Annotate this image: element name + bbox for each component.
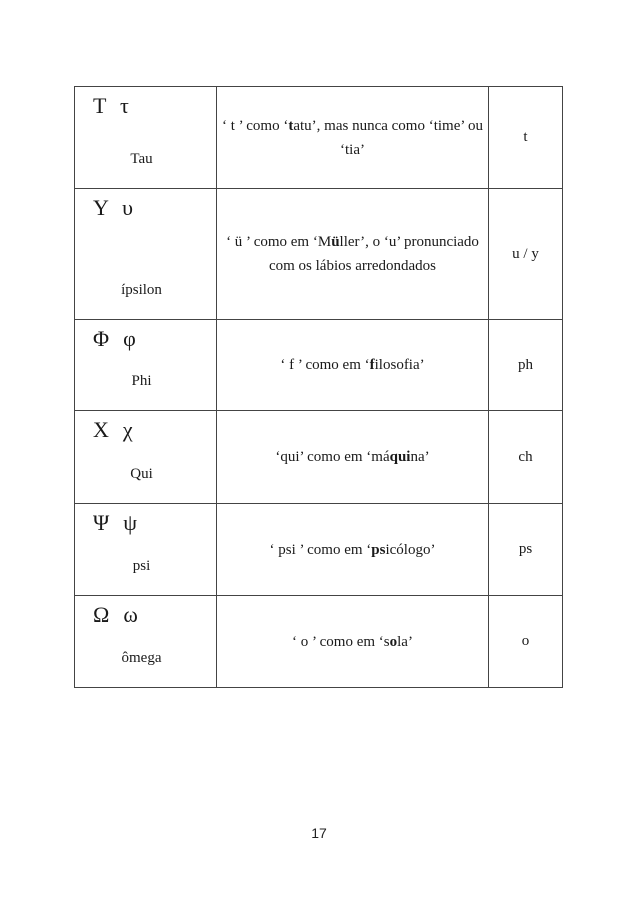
pronunciation-text: ‘ t ’ como ‘ [221, 117, 289, 134]
pronunciation-highlight: ps [371, 541, 386, 558]
pronunciation-highlight: qui [389, 449, 411, 465]
table-row [75, 320, 563, 411]
pronunciation-highlight: t [288, 117, 294, 134]
letter-name: Phi [131, 373, 152, 389]
table-row [75, 504, 563, 596]
pronunciation-text: ilosofia’ [374, 357, 425, 373]
transliteration-cell: t [489, 87, 563, 189]
transliteration-cell: u / y [489, 189, 563, 320]
pronunciation-text: ‘qui’ como em ‘má [275, 449, 390, 465]
pronunciation-text: ller’, o ‘u’ pronunciado com os lábios arredondados [268, 234, 479, 274]
pronunciation-cell [217, 596, 489, 688]
greek-glyphs: Ω ω [93, 602, 139, 627]
letter-name: Tau [130, 151, 153, 167]
greek-glyphs: Τ τ [93, 93, 130, 118]
pronunciation-highlight: o [389, 633, 398, 650]
greek-glyphs: Χ χ [93, 417, 134, 442]
greek-glyphs: Φ φ [93, 326, 137, 351]
letter-cell [75, 596, 217, 688]
table-row [75, 596, 563, 688]
greek-glyphs: Ψ ψ [93, 510, 139, 535]
pronunciation-text: ‘ ü ’ como em ‘M [226, 234, 332, 250]
pronunciation-text: ‘ f ’ como em ‘ [280, 357, 370, 373]
transliteration-cell: ph [489, 320, 563, 411]
letter-cell [75, 504, 217, 596]
table-row [75, 189, 563, 320]
pronunciation-text: atu’, mas nunca como ‘time’ ou ‘tia’ [293, 117, 484, 158]
greek-glyphs: Υ υ [93, 195, 134, 220]
pronunciation-cell [217, 411, 489, 504]
pronunciation-text: ‘ psi ’ como em ‘ [269, 541, 372, 558]
transliteration-cell: ps [489, 504, 563, 596]
transliteration-cell: o [489, 596, 563, 688]
pronunciation-highlight: f [369, 357, 375, 373]
pronunciation-cell [217, 320, 489, 411]
transliteration-cell: ch [489, 411, 563, 504]
pronunciation-text: la’ [397, 633, 413, 650]
page-number: 17 [311, 825, 327, 841]
table-row [75, 87, 563, 189]
letter-name: psi [132, 558, 151, 574]
pronunciation-cell [217, 189, 489, 320]
pronunciation-text: ‘ o ’ como em ‘s [292, 633, 390, 650]
letter-cell [75, 189, 217, 320]
letter-name: Qui [130, 466, 153, 482]
letter-cell [75, 320, 217, 411]
letter-cell [75, 87, 217, 189]
pronunciation-cell [217, 87, 489, 189]
table-row [75, 411, 563, 504]
pronunciation-text: icólogo’ [385, 541, 436, 558]
letter-name: ípsilon [121, 282, 162, 298]
letter-cell [75, 411, 217, 504]
letter-name: ômega [121, 650, 162, 666]
pronunciation-highlight: ü [331, 234, 340, 250]
greek-alphabet-table [74, 86, 563, 688]
pronunciation-text: na’ [410, 449, 430, 465]
pronunciation-cell [217, 504, 489, 596]
